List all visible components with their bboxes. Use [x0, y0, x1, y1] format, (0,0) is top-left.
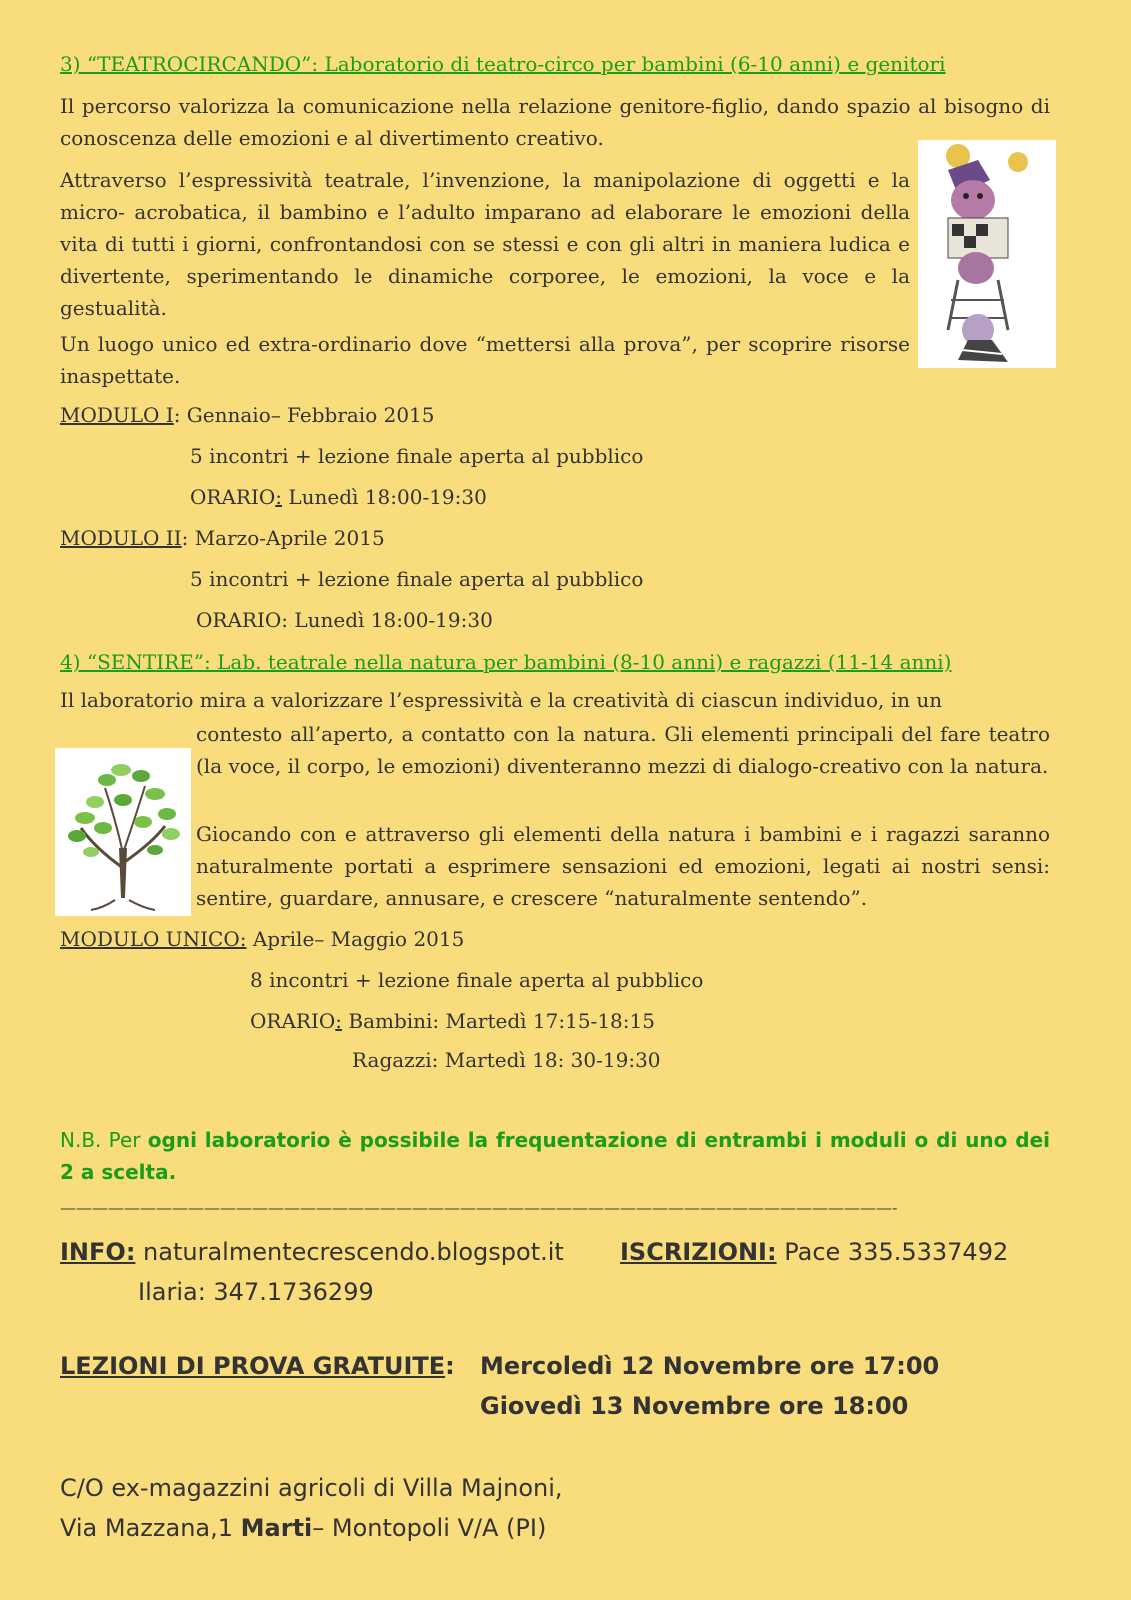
section4-module-dates: Aprile– Maggio 2015	[246, 927, 465, 951]
section3-module1-orario	[190, 485, 487, 509]
prova-date-1: Mercoledì 12 Novembre ore 17:00	[480, 1352, 940, 1380]
section3-module1-dates: : Gennaio– Febbraio 2015	[173, 403, 435, 427]
prova-date-2: Giovedì 13 Novembre ore 18:00	[480, 1392, 909, 1420]
section3-module2-row	[60, 526, 385, 550]
tree-icon	[55, 748, 191, 916]
info-label: INFO:	[60, 1238, 136, 1266]
section4-orario-label: ORARIO	[250, 1009, 336, 1033]
section4-orario-ragazzi: Ragazzi: Martedì 18: 30-19:30	[352, 1048, 661, 1072]
section4-paragraph-2: Giocando con e attraverso gli elementi della natura i bambini e i ragazzi saranno naturalmente portati a esprimere sensazioni ed emozioni, legati ai nostri sensi: sentire, guardare, annusare, e crescere “naturalmente sentendo”.	[196, 822, 1050, 910]
section3-module2-dates: : Marzo-Aprile 2015	[181, 526, 385, 550]
address-locality: Marti	[240, 1514, 313, 1542]
address-street: Via Mazzana,1	[60, 1514, 241, 1542]
section4-incontri: 8 incontri + lezione finale aperta al pubblico	[250, 968, 704, 992]
prova-label-row	[60, 1352, 455, 1380]
nb-prefix: N.B. Per	[60, 1128, 148, 1152]
iscrizioni-value: Pace 335.5337492	[776, 1238, 1009, 1266]
prova-sep: :	[445, 1352, 455, 1380]
section3-module2-label: MODULO II	[60, 526, 182, 550]
nb-bold: ogni laboratorio è possibile la frequentazione di entrambi i moduli o di uno dei 2 a scelta.	[60, 1128, 1050, 1184]
section3-module1-orario-value: Lunedì 18:00-19:30	[282, 485, 487, 509]
section3-module2-incontri: 5 incontri + lezione finale aperta al pubblico	[190, 567, 644, 591]
address-line-1: C/O ex-magazzini agricoli di Villa Majnoni,	[60, 1474, 563, 1502]
section3-module1-label: MODULO I	[60, 403, 174, 427]
section3-paragraph-2: Attraverso l’espressività teatrale, l’invenzione, la manipolazione di oggetti e la micro- acrobatica, il bambino e l’adulto imparano ad elaborare le emozioni della vita di tutti i giorni, confrontandosi con se stessi e con gli altri in maniera ludica e divertente, sperimentando le dinamiche corporee, le emozioni, la voce e la gestualità.	[60, 168, 910, 320]
section3-title: 3) “TEATROCIRCANDO”: Laboratorio di teatro-circo per bambini (6-10 anni) e genitori	[60, 52, 946, 76]
section4-orario-sep: :	[335, 1009, 343, 1033]
iscrizioni-row	[620, 1238, 1008, 1266]
section4-paragraph-1-rest: contesto all’aperto, a contatto con la natura. Gli elementi principali del fare teatro (la voce, il corpo, le emozioni) diventeranno mezzi di dialogo-creativo con la natura.	[196, 722, 1050, 778]
section3-module2-orario: ORARIO: Lunedì 18:00-19:30	[196, 608, 493, 632]
section3-paragraph-3: Un luogo unico ed extra-ordinario dove “mettersi alla prova”, per scoprire risorse inaspettate.	[60, 332, 910, 388]
prova-label: LEZIONI DI PROVA GRATUITE	[60, 1352, 446, 1380]
section3-module1-incontri: 5 incontri + lezione finale aperta al pubblico	[190, 444, 644, 468]
section3-paragraph-1: Il percorso valorizza la comunicazione nella relazione genitore-figlio, dando spazio al bisogno di conoscenza delle emozioni e al divertimento creativo.	[60, 94, 1050, 150]
section3-module1-orario-sep: :	[275, 485, 283, 509]
info-row	[60, 1238, 564, 1266]
section4-paragraph-1-line1: Il laboratorio mira a valorizzare l’espressività e la creatività di ciascun individuo, in un	[60, 688, 943, 712]
iscrizioni-label: ISCRIZIONI:	[620, 1238, 777, 1266]
section4-title: 4) “SENTIRE”: Lab. teatrale nella natura per bambini (8-10 anni) e ragazzi (11-14 anni)	[60, 650, 952, 674]
section4-orario-bambini	[250, 1009, 655, 1033]
address-city: – Montopoli V/A (PI)	[312, 1514, 547, 1542]
section4-module-label: MODULO UNICO:	[60, 927, 247, 951]
section3-module1-row	[60, 403, 435, 427]
section3-module1-orario-label: ORARIO	[190, 485, 276, 509]
info-site[interactable]: naturalmentecrescendo.blogspot.it	[135, 1238, 564, 1266]
section4-orario-bambini-value: Bambini: Martedì 17:15-18:15	[342, 1009, 655, 1033]
nb-note	[60, 1124, 1050, 1188]
juggler-illustration-icon	[918, 140, 1056, 368]
section4-module-row	[60, 927, 464, 951]
divider: ————————————————————————————————————————————————————-	[60, 1198, 898, 1217]
ilaria-contact: Ilaria: 347.1736299	[138, 1278, 374, 1306]
address-line-2	[60, 1514, 546, 1542]
